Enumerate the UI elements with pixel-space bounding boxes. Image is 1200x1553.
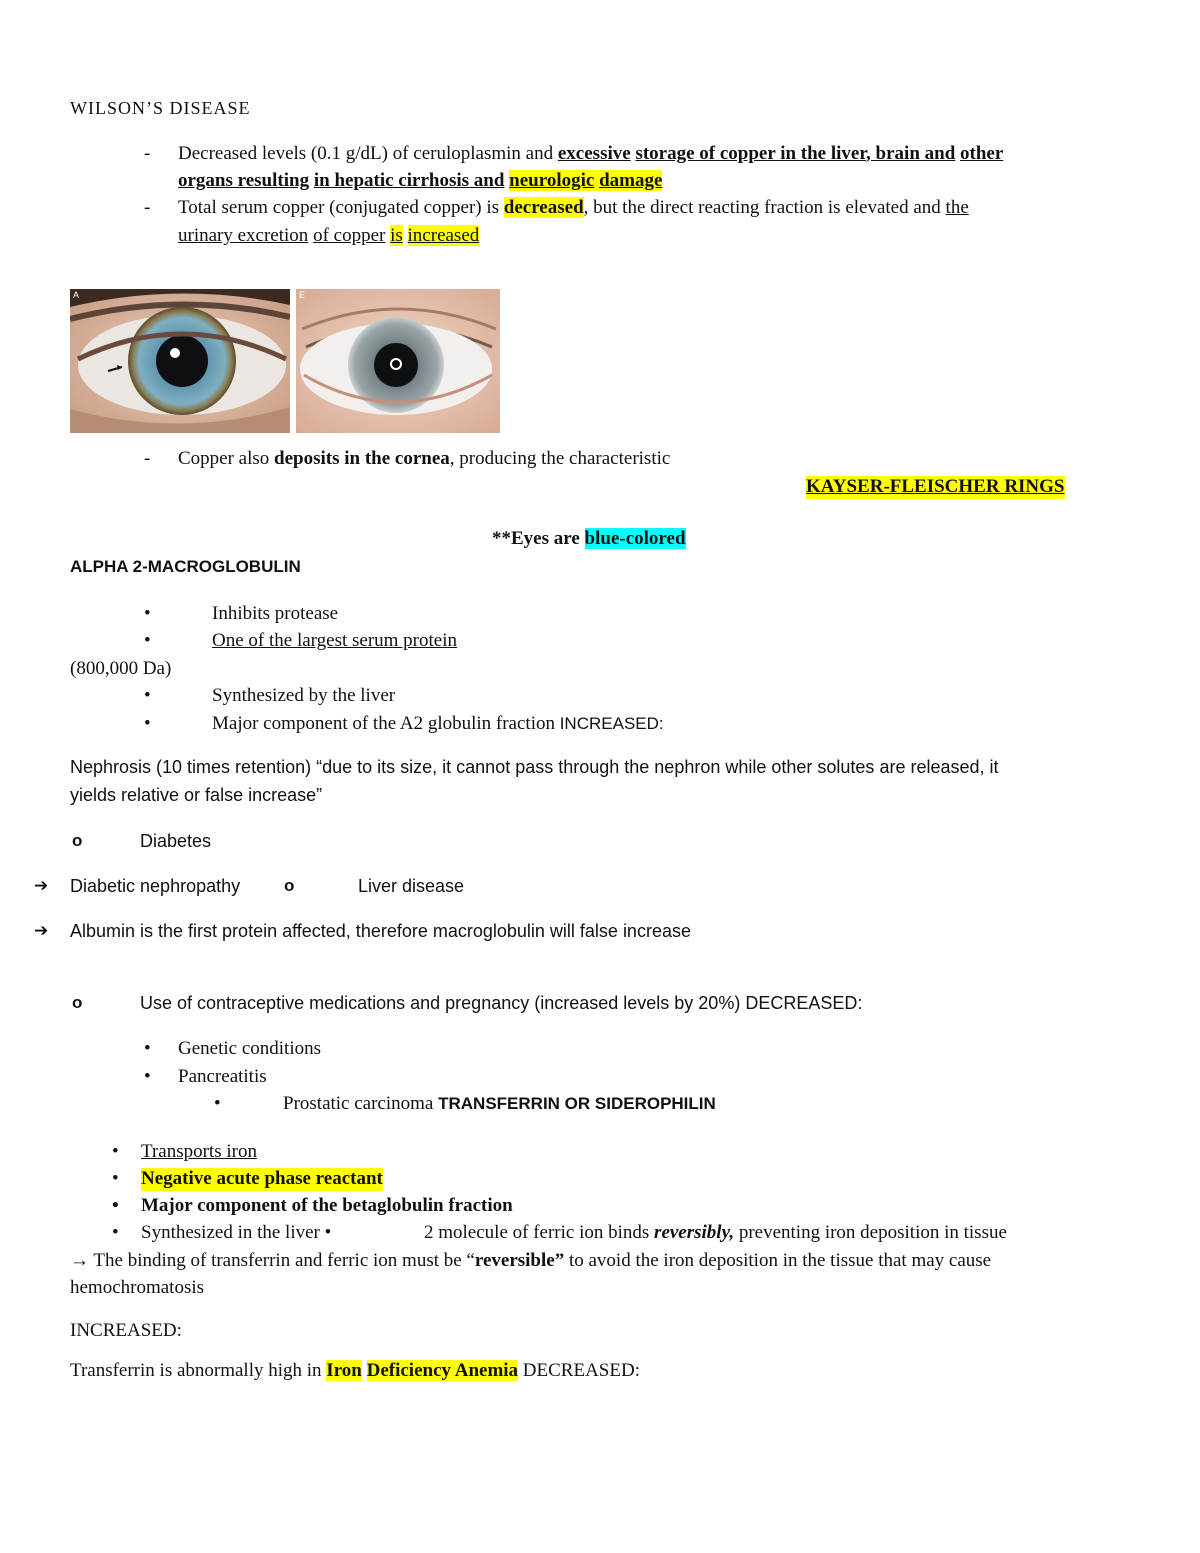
eye-photo-gray-ring xyxy=(296,289,500,433)
section-title-wilson: WILSON’S DISEASE xyxy=(70,98,251,118)
bullet-o: o xyxy=(72,831,83,850)
bullet-dot: • xyxy=(144,630,151,651)
transferrin-item-2: Negative acute phase reactant xyxy=(141,1168,383,1189)
bullet-dash: - xyxy=(144,197,151,218)
transferrin-note-line-1: → The binding of transferrin and ferric ion must be “reversible” to avoid the iron deposition in the tissue that may cause xyxy=(70,1250,992,1271)
wilson-bullet-2-line-2: urinary excretion of copper is increased xyxy=(178,225,480,246)
transferrin-note-line-2: hemochromatosis xyxy=(70,1277,205,1298)
arrow-icon: ➔ xyxy=(34,876,49,895)
diabetes: Diabetes xyxy=(140,831,212,851)
wilson-bullet-1-line-2: organs resulting in hepatic cirrhosis and neurologic damage xyxy=(178,170,663,191)
figure-label-e: E xyxy=(299,290,306,300)
transferrin-item-4: Synthesized in the liver • xyxy=(141,1222,332,1243)
figure-label-a: A xyxy=(73,290,80,300)
bullet-dash: - xyxy=(144,448,151,469)
bullet-dot: • xyxy=(144,1038,151,1059)
arrow-icon: ➔ xyxy=(34,921,49,940)
nephrosis-line-2: yields relative or false increase” xyxy=(70,785,323,805)
wilson-bullet-3: Copper also deposits in the cornea, producing the characteristic xyxy=(178,448,671,469)
transferrin-last-line: Transferrin is abnormally high in Iron Deficiency Anemia DECREASED: xyxy=(70,1360,640,1381)
nephrosis-line-1: Nephrosis (10 times retention) “due to its size, it cannot pass through the nephron while other solutes are released, it xyxy=(70,757,999,777)
bullet-dot: • xyxy=(112,1168,119,1189)
eye-photo-kayser-fleischer xyxy=(70,289,290,433)
bullet-dash: - xyxy=(144,143,151,164)
bullet-o: o xyxy=(284,876,295,895)
transferrin-item-1: Transports iron xyxy=(141,1141,257,1162)
liver-disease: Liver disease xyxy=(358,876,465,896)
albumin-note: Albumin is the first protein affected, therefore macroglobulin will false increase xyxy=(70,921,691,941)
contraceptive-note: Use of contraceptive medications and pregnancy (increased levels by 20%) DECREASED: xyxy=(140,993,863,1013)
wilson-bullet-2-line-1: Total serum copper (conjugated copper) is decreased, but the direct reacting fraction is elevated and the xyxy=(178,197,969,218)
wilson-bullet-1-line-1: Decreased levels (0.1 g/dL) of ceruloplasmin and excessive storage of copper in the liver, brain and other xyxy=(178,143,1004,164)
alpha2-item-2-weight: (800,000 Da) xyxy=(70,658,172,679)
eyes-blue-note: **Eyes are blue-colored xyxy=(492,528,686,549)
alpha2-item-1: Inhibits protease xyxy=(212,603,339,624)
alpha2-item-3: Synthesized by the liver xyxy=(212,685,396,706)
alpha2-item-2: One of the largest serum protein xyxy=(212,630,457,651)
transferrin-item-4b: 2 molecule of ferric ion binds reversibly, preventing iron deposition in tissue xyxy=(424,1222,1007,1243)
bullet-dot: • xyxy=(144,685,151,706)
bullet-dot: • xyxy=(112,1195,119,1216)
bullet-dot: • xyxy=(144,1066,151,1087)
bullet-dot: • xyxy=(112,1141,119,1162)
diabetic-nephropathy: Diabetic nephropathy xyxy=(70,876,241,896)
transferrin-item-3: Major component of the betaglobulin fraction xyxy=(141,1195,513,1216)
alpha2-item-4: Major component of the A2 globulin fraction INCREASED: xyxy=(212,713,664,734)
section-title-alpha2: ALPHA 2-MACROGLOBULIN xyxy=(70,557,301,576)
kayser-fleischer-rings: KAYSER-FLEISCHER RINGS xyxy=(806,476,1065,497)
bullet-dot: • xyxy=(144,713,151,734)
pancreatitis: Pancreatitis xyxy=(178,1066,267,1087)
section-title-transferrin: TRANSFERRIN OR SIDEROPHILIN xyxy=(438,1094,716,1113)
bullet-o: o xyxy=(72,993,83,1012)
bullet-dot: • xyxy=(214,1093,221,1114)
prostatic-carcinoma: Prostatic carcinoma TRANSFERRIN OR SIDEROPHILIN xyxy=(283,1093,716,1114)
genetic-conditions: Genetic conditions xyxy=(178,1038,321,1059)
bullet-dot: • xyxy=(144,603,151,624)
transferrin-increased-label: INCREASED: xyxy=(70,1320,182,1341)
bullet-dot: • xyxy=(112,1222,119,1243)
